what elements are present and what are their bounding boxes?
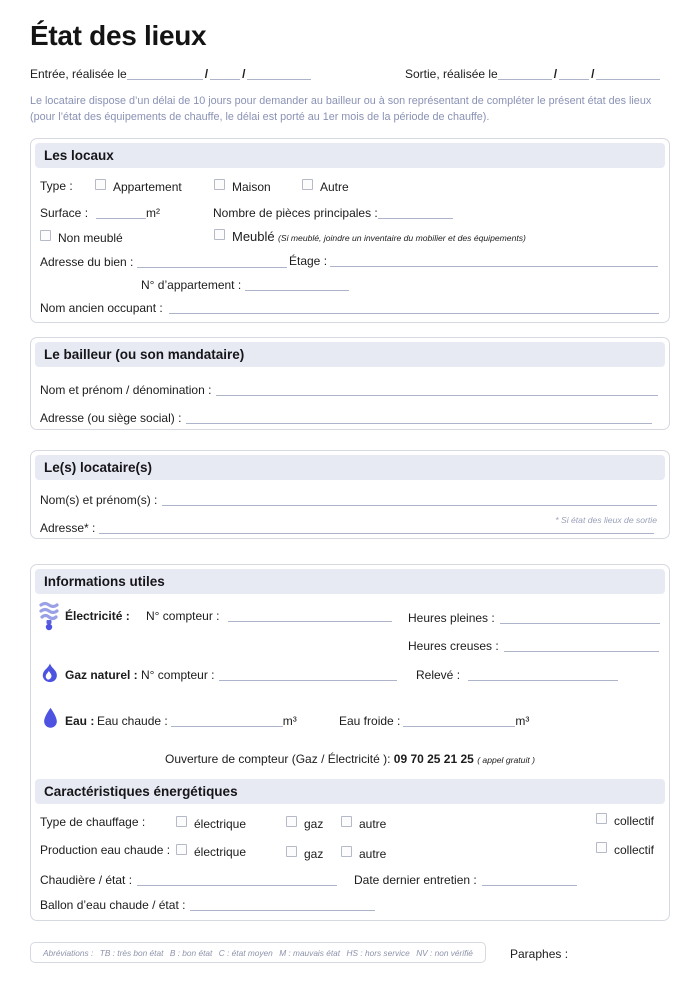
surface-row [40, 206, 160, 220]
section-header-locataires: Le(s) locataire(s) [35, 455, 665, 480]
section-header-les-locaux: Les locaux [35, 143, 665, 168]
meter-opening-label: Ouverture de compteur (Gaz / Électricité ): [165, 752, 391, 766]
checkbox-prod-collectif[interactable]: collectif [596, 842, 654, 857]
floor-row [289, 254, 658, 268]
abbreviation-item: B : bon état [169, 947, 213, 958]
checkbox[interactable] [214, 179, 225, 190]
locataires-address-row [40, 521, 654, 535]
section-les-locaux [30, 138, 670, 323]
locataires-address-field[interactable] [99, 521, 654, 534]
exit-year-field[interactable] [596, 67, 660, 80]
rooms-label: Nombre de pièces principales : [213, 206, 378, 220]
exit-month-field[interactable] [559, 67, 589, 80]
bailleur-name-label: Nom et prénom / dénomination : [40, 383, 212, 397]
electricity-meter-label: N° compteur : [146, 609, 220, 623]
off-hours-row [408, 639, 659, 653]
cold-water-label: Eau froide : [339, 714, 401, 728]
property-address-row [40, 255, 287, 269]
checkbox[interactable] [286, 846, 297, 857]
checkbox[interactable] [286, 816, 297, 827]
meter-opening-note: ( appel gratuit ) [477, 755, 535, 765]
entry-day-field[interactable] [127, 67, 203, 80]
checkbox-option-appartement[interactable]: Appartement [95, 179, 182, 194]
surface-field[interactable] [96, 206, 146, 219]
meter-opening-row [31, 752, 669, 767]
furnished-note: (Si meublé, joindre un inventaire du mobilier et des équipements) [277, 233, 526, 243]
section-header-energie: Caractéristiques énergétiques [35, 779, 665, 804]
cold-water-unit: m³ [515, 714, 530, 728]
hot-water-label: Eau chaude : [97, 714, 168, 728]
previous-occupant-label: Nom ancien occupant : [40, 301, 163, 315]
hot-water-field[interactable] [171, 714, 283, 727]
full-hours-row [408, 611, 660, 625]
property-address-label: Adresse du bien : [40, 255, 134, 269]
rooms-row [213, 206, 453, 220]
boiler-field[interactable] [137, 873, 337, 886]
checkbox-option-non-meuble[interactable]: Non meublé [40, 230, 123, 245]
gas-reading-row [416, 668, 618, 682]
locataires-names-row [40, 493, 657, 507]
full-hours-label: Heures pleines : [408, 611, 495, 625]
apartment-number-row [141, 278, 349, 292]
water-tank-label: Ballon d’eau chaude / état : [40, 898, 186, 912]
heating-type-label: Type de chauffage : [40, 815, 146, 829]
abbreviation-item: NV : non vérifié [416, 947, 473, 958]
entry-date-row [30, 67, 311, 81]
checkbox-prod-autre[interactable]: autre [341, 846, 386, 861]
hot-water-row [97, 714, 297, 728]
boiler-label: Chaudière / état : [40, 873, 133, 887]
electricity-label: Électricité : [65, 609, 130, 623]
section-informations-utiles [30, 564, 670, 921]
abbreviation-item: Abréviations : [43, 947, 94, 958]
hot-water-unit: m³ [282, 714, 297, 728]
type-label: Type : [40, 179, 73, 193]
gas-meter-label: N° compteur : [141, 668, 215, 682]
checkbox-prod-gaz[interactable]: gaz [286, 846, 323, 861]
section-header-bailleur: Le bailleur (ou son mandataire) [35, 342, 665, 367]
water-drop-icon [42, 707, 59, 734]
abbreviation-item: TB : très bon état [99, 947, 164, 958]
water-label: Eau : [65, 714, 95, 728]
initials-label: Paraphes : [510, 947, 569, 961]
property-address-field[interactable] [137, 255, 287, 268]
entry-month-field[interactable] [210, 67, 240, 80]
off-hours-label: Heures creuses : [408, 639, 499, 653]
meter-opening-phone: 09 70 25 21 25 [393, 752, 474, 766]
last-service-label: Date dernier entretien : [354, 873, 477, 887]
section-bailleur [30, 337, 670, 430]
entry-date-label: Entrée, réalisée le [30, 67, 127, 81]
gas-reading-field[interactable] [468, 668, 618, 681]
hot-water-prod-label: Production eau chaude : [40, 843, 171, 857]
exit-date-row [405, 67, 660, 81]
cold-water-field[interactable] [403, 714, 515, 727]
water-tank-field[interactable] [190, 898, 375, 911]
boiler-row [40, 873, 337, 887]
checkbox[interactable] [214, 229, 225, 240]
checkbox-option-meuble[interactable]: Meublé (Si meublé, joindre un inventaire du mobilier et des équipements) [214, 229, 526, 245]
date-separator: / [553, 67, 558, 81]
checkbox-heating-gaz[interactable]: gaz [286, 816, 323, 831]
checkbox[interactable] [302, 179, 313, 190]
rooms-field[interactable] [378, 206, 453, 219]
flame-icon [40, 662, 60, 688]
section-header-informations: Informations utiles [35, 569, 665, 594]
apartment-number-label: N° d’appartement : [141, 278, 242, 292]
address-note: * Si état des lieux de sortie [555, 515, 657, 525]
gas-meter-row [141, 668, 397, 682]
checkbox[interactable] [176, 816, 187, 827]
checkbox[interactable] [341, 846, 352, 857]
previous-occupant-row [40, 301, 659, 315]
gas-meter-field[interactable] [219, 668, 397, 681]
exit-date-label: Sortie, réalisée le [405, 67, 498, 81]
electricity-meter-row [146, 609, 392, 623]
date-separator: / [242, 67, 246, 81]
exit-day-field[interactable] [498, 67, 552, 80]
locataires-address-label: Adresse* : [40, 521, 96, 535]
bailleur-name-field[interactable] [216, 383, 658, 396]
locataires-names-label: Nom(s) et prénom(s) : [40, 493, 158, 507]
checkbox[interactable] [596, 813, 607, 824]
last-service-row [354, 873, 577, 887]
checkbox-heating-electrique[interactable]: électrique [176, 816, 246, 831]
locataires-names-field[interactable] [162, 493, 657, 506]
gas-label: Gaz naturel : [65, 668, 138, 682]
date-separator: / [591, 67, 595, 81]
date-separator: / [204, 67, 209, 81]
abbreviation-item: HS : hors service [346, 947, 410, 958]
section-locataires [30, 450, 670, 539]
apartment-number-field[interactable] [245, 278, 349, 291]
previous-occupant-field[interactable] [169, 301, 659, 314]
checkbox-heating-collectif[interactable]: collectif [596, 813, 654, 828]
checkbox-heating-autre[interactable]: autre [341, 816, 386, 831]
surface-label: Surface : [40, 206, 89, 220]
checkbox[interactable] [176, 844, 187, 855]
page-title: État des lieux [30, 20, 207, 51]
checkbox[interactable] [95, 179, 106, 190]
checkbox-prod-electrique[interactable]: électrique [176, 844, 246, 859]
floor-label: Étage : [289, 254, 328, 268]
checkbox[interactable] [341, 816, 352, 827]
checkbox[interactable] [40, 230, 51, 241]
cold-water-row [339, 714, 529, 728]
electricity-meter-field[interactable] [228, 609, 392, 622]
checkbox[interactable] [596, 842, 607, 853]
bailleur-address-field[interactable] [186, 411, 652, 424]
legal-notice: Le locataire dispose d’un délai de 10 jours pour demander au bailleur ou à son représentant de compléter le présent état des lieux (pour l’état des équipements de chauffe, le délai est porté au 1er mois de la période de chauffe). [30, 95, 652, 123]
last-service-field[interactable] [482, 873, 577, 886]
gas-reading-label: Relevé : [416, 668, 461, 682]
surface-unit: m² [146, 206, 161, 220]
checkbox-option-autre[interactable]: Autre [302, 179, 349, 194]
floor-field[interactable] [330, 254, 658, 267]
full-hours-field[interactable] [500, 611, 660, 624]
abbreviation-item: M : mauvais état [279, 947, 341, 958]
abbreviation-item: C : état moyen [218, 947, 273, 958]
off-hours-field[interactable] [504, 639, 659, 652]
cfl-bulb-icon [38, 601, 60, 636]
bailleur-name-row [40, 383, 658, 397]
bailleur-address-label: Adresse (ou siège social) : [40, 411, 182, 425]
entry-year-field[interactable] [247, 67, 311, 80]
checkbox-option-maison[interactable]: Maison [214, 179, 271, 194]
water-tank-row [40, 898, 375, 912]
bailleur-address-row [40, 411, 652, 425]
abbreviations-box [30, 942, 486, 963]
